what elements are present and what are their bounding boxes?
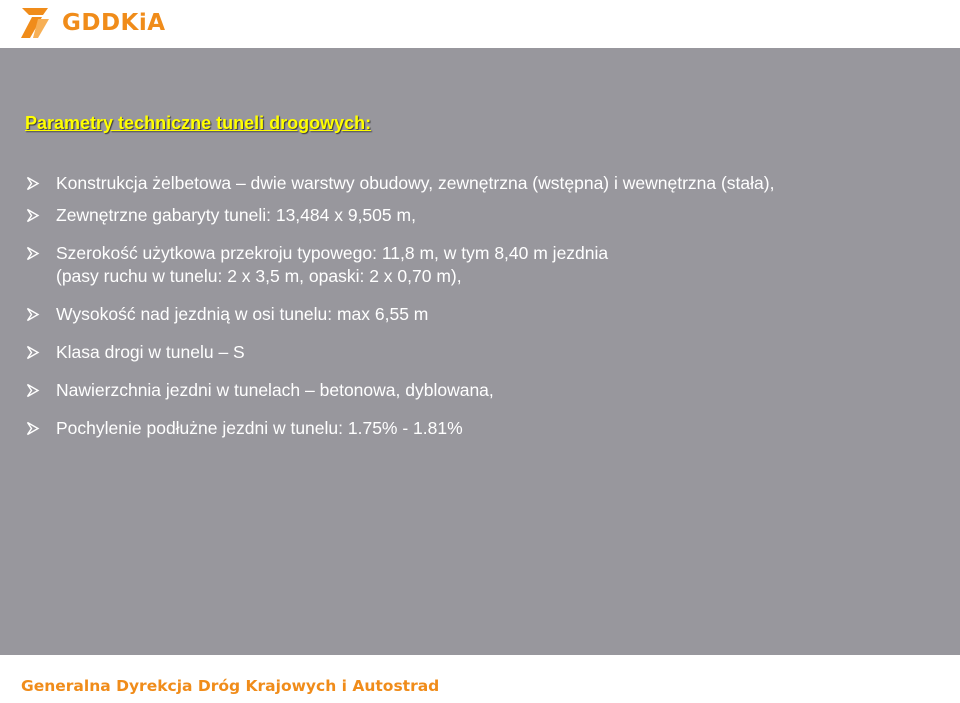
arrowhead-bullet-icon <box>26 176 40 191</box>
list-item <box>26 379 946 402</box>
bullet-list <box>26 172 946 440</box>
arrowhead-bullet-icon <box>26 246 40 261</box>
list-item <box>26 303 946 326</box>
footer-text: Generalna Dyrekcja Dróg Krajowych i Autostrad <box>21 677 440 695</box>
header <box>0 0 960 48</box>
arrowhead-bullet-icon <box>26 383 40 398</box>
list-item <box>26 341 946 364</box>
list-item-text: Pochylenie podłużne jezdni w tunelu: 1.75% - 1.81% <box>56 418 463 438</box>
slide-title: Parametry techniczne tuneli drogowych: <box>25 113 372 133</box>
gddkia-logo <box>18 6 166 40</box>
gddkia-road-logo-icon <box>18 6 52 40</box>
list-item-text: Klasa drogi w tunelu – S <box>56 342 245 362</box>
list-item <box>26 417 946 440</box>
list-item-text: Wysokość nad jezdnią w osi tunelu: max 6,55 m <box>56 304 429 324</box>
list-item-text: Konstrukcja żelbetowa – dwie warstwy obudowy, zewnętrzna (wstępna) i wewnętrzna (stała), <box>56 173 775 193</box>
list-item <box>26 242 946 288</box>
list-item <box>26 172 946 195</box>
arrowhead-bullet-icon <box>26 345 40 360</box>
arrowhead-bullet-icon <box>26 208 40 223</box>
footer <box>0 655 960 703</box>
list-item-text: Zewnętrzne gabaryty tuneli: 13,484 x 9,505 m, <box>56 205 416 225</box>
list-item-text: (pasy ruchu w tunelu: 2 x 3,5 m, opaski: 2 x 0,70 m), <box>56 266 462 286</box>
list-item-text: Nawierzchnia jezdni w tunelach – betonowa, dyblowana, <box>56 380 494 400</box>
list-item <box>26 204 946 227</box>
list-item-text: Szerokość użytkowa przekroju typowego: 11,8 m, w tym 8,40 m jezdnia <box>56 243 609 263</box>
arrowhead-bullet-icon <box>26 421 40 436</box>
arrowhead-bullet-icon <box>26 307 40 322</box>
logo-text: GDDKiA <box>62 10 166 36</box>
slide-content <box>0 48 960 655</box>
